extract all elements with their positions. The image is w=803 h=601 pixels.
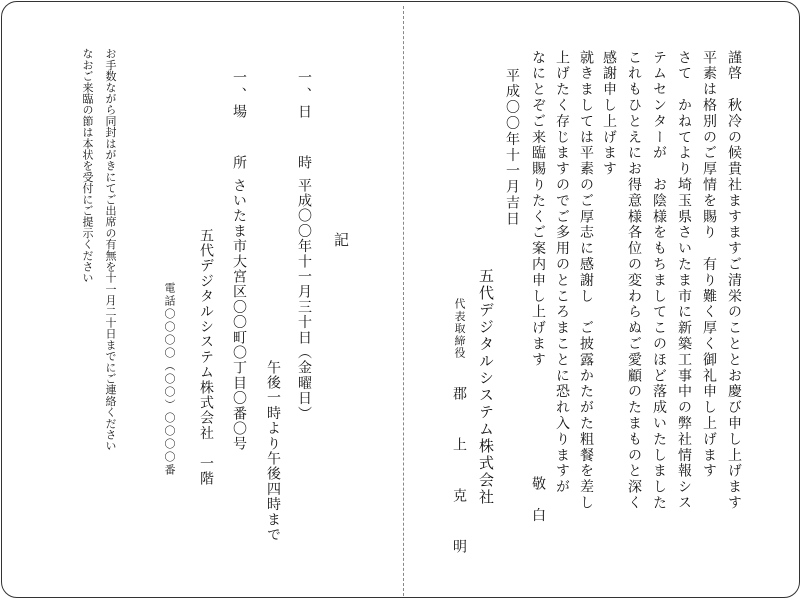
representative-name: 郡 上 克 明 xyxy=(451,386,467,556)
venue-name: 五代デジタルシステム株式会社 一階 xyxy=(198,228,214,487)
body-line-7: 就きましては平素のご厚志に感謝し ご披露かたがた粗餐を差し xyxy=(578,50,594,512)
date-value: 平成〇〇年十一月三十日（金曜日） xyxy=(296,178,312,422)
body-line-8: 上げたく存じますのでご多用のところまことに恐れ入りますが xyxy=(554,50,570,496)
ki-heading: 記 xyxy=(332,232,350,249)
body-line-5: これもひとえにお得意様各位の変わらぬご愛顧のたまものと深く xyxy=(626,50,642,512)
representative-title: 代表取締役 xyxy=(453,298,466,359)
sender-company: 五代デジタルシステム株式会社 xyxy=(477,268,495,506)
letter-date: 平成〇〇年十一月吉日 xyxy=(504,68,520,227)
body-line-1: 謹啓 秋冷の候貴社ますますご清栄のこととお慶び申し上げます xyxy=(726,50,742,512)
time-value: 午後一時より午後四時まで xyxy=(265,360,281,543)
date-label: 一、日 時 xyxy=(296,70,312,172)
closing-keihaku: 敬 白 xyxy=(530,476,546,524)
place-value: さいたま市大宮区〇〇町〇丁目〇番〇号 xyxy=(231,178,247,452)
place-label: 一、場 所 xyxy=(231,70,247,172)
fold-line xyxy=(403,6,404,596)
body-line-3: さて かねてより埼玉県さいたま市に新築工事中の弊社情報シス xyxy=(676,50,692,512)
body-line-6: 感謝申し上げます xyxy=(601,50,617,178)
venue-phone: 電話〇〇〇〇（〇〇）〇〇〇〇番 xyxy=(163,282,176,477)
body-line-9: なにとぞご来臨賜りたくご案内申し上げます xyxy=(530,50,546,368)
note-rsvp: お手数ながら同封はがきにてご出席の有無を十一月二十日までにご連絡ください xyxy=(104,48,117,452)
body-line-4: テムセンターが お陰様をもちましてこのほど落成いたしました xyxy=(651,50,667,512)
body-line-2: 平素は格別のご厚情を賜り 有り難く厚く御礼申し上げます xyxy=(701,50,717,480)
note-present-card: なおご来臨の節は本状を受付にご提示ください xyxy=(81,48,94,284)
